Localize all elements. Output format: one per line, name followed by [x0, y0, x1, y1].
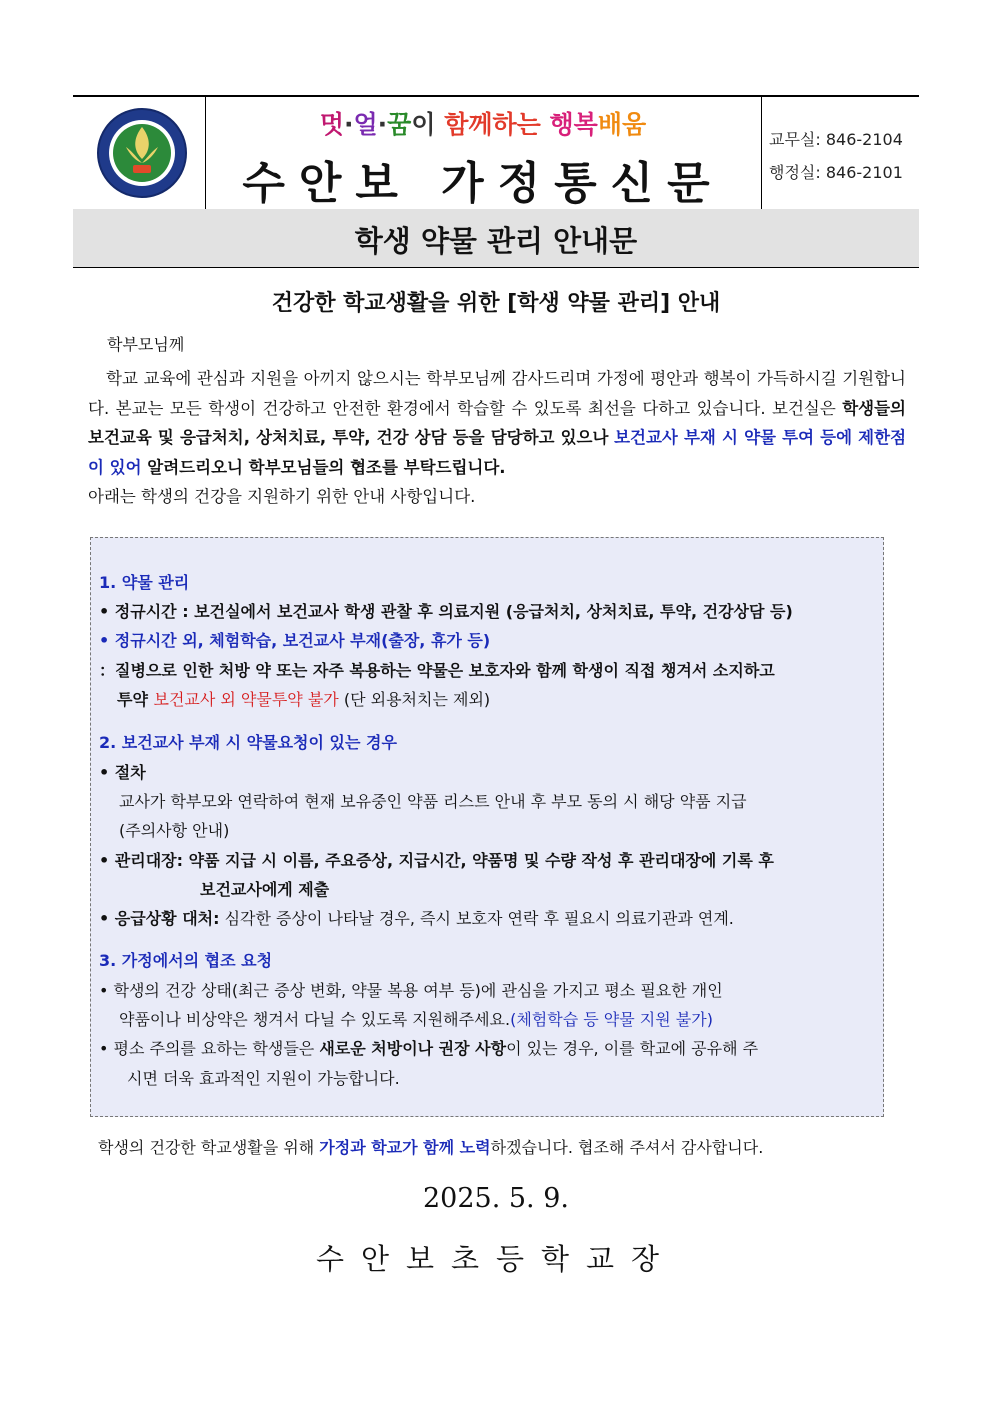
share-info-post: 이 있는 경우, 이를 학교에 공유해 주 — [506, 1039, 759, 1058]
document-subtitle: 건강한 학교생활을 위한 [학생 약물 관리] 안내 — [271, 291, 721, 316]
school-emblem-icon — [96, 107, 188, 199]
slogan-together: 함께하는 — [444, 110, 550, 139]
section-2-ledger-cont: 보건교사에게 제출 — [200, 880, 330, 899]
slogan-dot-2: · — [377, 110, 388, 139]
emergency-label: • 응급상황 대처: — [99, 909, 220, 928]
teaching-office-phone: 교무실: 846-2104 — [769, 130, 903, 149]
closing-pre: 학생의 건강한 학교생활을 위해 — [98, 1138, 320, 1157]
share-info-bold: 새로운 처방이나 권장 사항 — [319, 1039, 507, 1058]
share-info-pre: • 평소 주의를 요하는 학생들은 — [99, 1039, 320, 1058]
closing-post: 하겠습니다. 협조해 주셔서 감사합니다. — [490, 1138, 764, 1157]
slogan-particle: 이 — [411, 110, 445, 139]
section-2-heading: 2. 보건교사 부재 시 약물요청이 있는 경우 — [99, 733, 397, 752]
section-1-outside-hours: • 정규시간 외, 체험학습, 보건교사 부재(출장, 휴가 등) — [99, 631, 491, 650]
title-banner — [73, 209, 919, 268]
section-2-emergency — [99, 906, 734, 929]
section-2-procedure-note: (주의사항 안내) — [119, 821, 230, 840]
slogan — [205, 105, 761, 141]
intro-bold-duties: 학생들의 보건교육 및 응급처치, 상처치료, 투약, 건강 상담 등을 담당하고 있으나 — [88, 398, 906, 447]
newsletter-title: 수안보 가정통신문 — [242, 158, 724, 209]
external-treatment-note: (단 외용처치는 제외) — [338, 690, 491, 709]
intro-text: 학교 교육에 관심과 지원을 아끼지 않으시는 학부모님께 감사드리며 가정에 평안과 행복이 가득하시길 기원합니다. 본교는 모든 학생이 건강하고 안전한 환경에서 학습할 수 있도록 최선을 다하고 있습니다. 보건실은 — [88, 369, 906, 418]
intro-summary: 아래는 학생의 건강을 지원하기 위한 안내 사항입니다. — [88, 487, 476, 506]
section-1-regular-hours: • 정규시간 : 보건실에서 보건교사 학생 관찰 후 의료지원 (응급처치, 상처치료, 투약, 건강상담 등) — [99, 602, 793, 621]
intro-blue-limitation: 보건교사 부재 시 약물 투여 등에 제한점이 있어 — [88, 428, 907, 477]
slogan-dot-1: · — [344, 110, 354, 139]
logo-cell — [73, 97, 206, 211]
intro-paragraph — [88, 364, 906, 512]
section-1-heading: 1. 약물 관리 — [99, 573, 190, 592]
banner-title: 학생 약물 관리 안내문 — [354, 224, 638, 258]
principal-signature: 수안보초등학교장 — [315, 1242, 677, 1276]
contact-cell — [761, 97, 919, 211]
dosing-label: 투약 — [117, 690, 154, 709]
closing-emphasis: 가정과 학교가 함께 노력 — [319, 1138, 491, 1157]
intro-bold-request: 알려드리오니 학부모님들의 협조를 부탁드립니다. — [141, 457, 506, 477]
section-2-procedure: • 절차 — [99, 763, 146, 782]
guidance-box — [90, 537, 884, 1117]
admin-office-phone: 행정실: 846-2101 — [769, 163, 903, 182]
section-1-self-carry-cont — [117, 687, 490, 710]
section-3-share-info — [99, 1036, 758, 1059]
section-3-health-status-cont — [119, 1007, 713, 1030]
field-trip-note: (체험학습 등 약물 지원 불가) — [510, 1010, 713, 1029]
section-3-health-status: • 학생의 건강 상태(최근 증상 변화, 약물 복용 여부 등)에 관심을 가지고 평소 필요한 개인 — [99, 981, 723, 1000]
section-2-ledger: • 관리대장: 약품 지급 시 이름, 주요증상, 지급시간, 약품명 및 수량 작성 후 관리대장에 기록 후 — [99, 851, 774, 870]
emergency-body: 심각한 증상이 나타날 경우, 즉시 보호자 연락 후 필요시 의료기관과 연계. — [219, 909, 734, 928]
slogan-word-2: 얼 — [353, 110, 378, 139]
section-3-heading: 3. 가정에서의 협조 요청 — [99, 951, 273, 970]
newsletter-header — [73, 95, 919, 212]
closing-sentence — [98, 1135, 763, 1158]
slogan-happy: 행복 — [549, 110, 598, 139]
issue-date: 2025. 5. 9. — [423, 1183, 569, 1214]
no-dosing-warning: 보건교사 외 약물투약 불가 — [153, 690, 339, 709]
slogan-word-1: 멋 — [319, 110, 345, 139]
greeting: 학부모님께 — [107, 335, 185, 354]
section-3-share-info-cont: 시면 더욱 효과적인 지원이 가능합니다. — [127, 1069, 400, 1088]
slogan-word-3: 꿈 — [387, 110, 412, 139]
section-1-self-carry: ：질병으로 인한 처방 약 또는 자주 복용하는 약물은 보호자와 함께 학생이 직접 챙겨서 소지하고 — [99, 661, 775, 680]
section-2-procedure-body: 교사가 학부모와 연락하여 현재 보유중인 약품 리스트 안내 후 부모 동의 시 해당 약품 지급 — [119, 792, 747, 811]
personal-medicine-text: 약품이나 비상약은 챙겨서 다닐 수 있도록 지원해주세요. — [119, 1010, 511, 1029]
slogan-learning: 배움 — [597, 110, 647, 139]
title-cell — [205, 97, 762, 211]
